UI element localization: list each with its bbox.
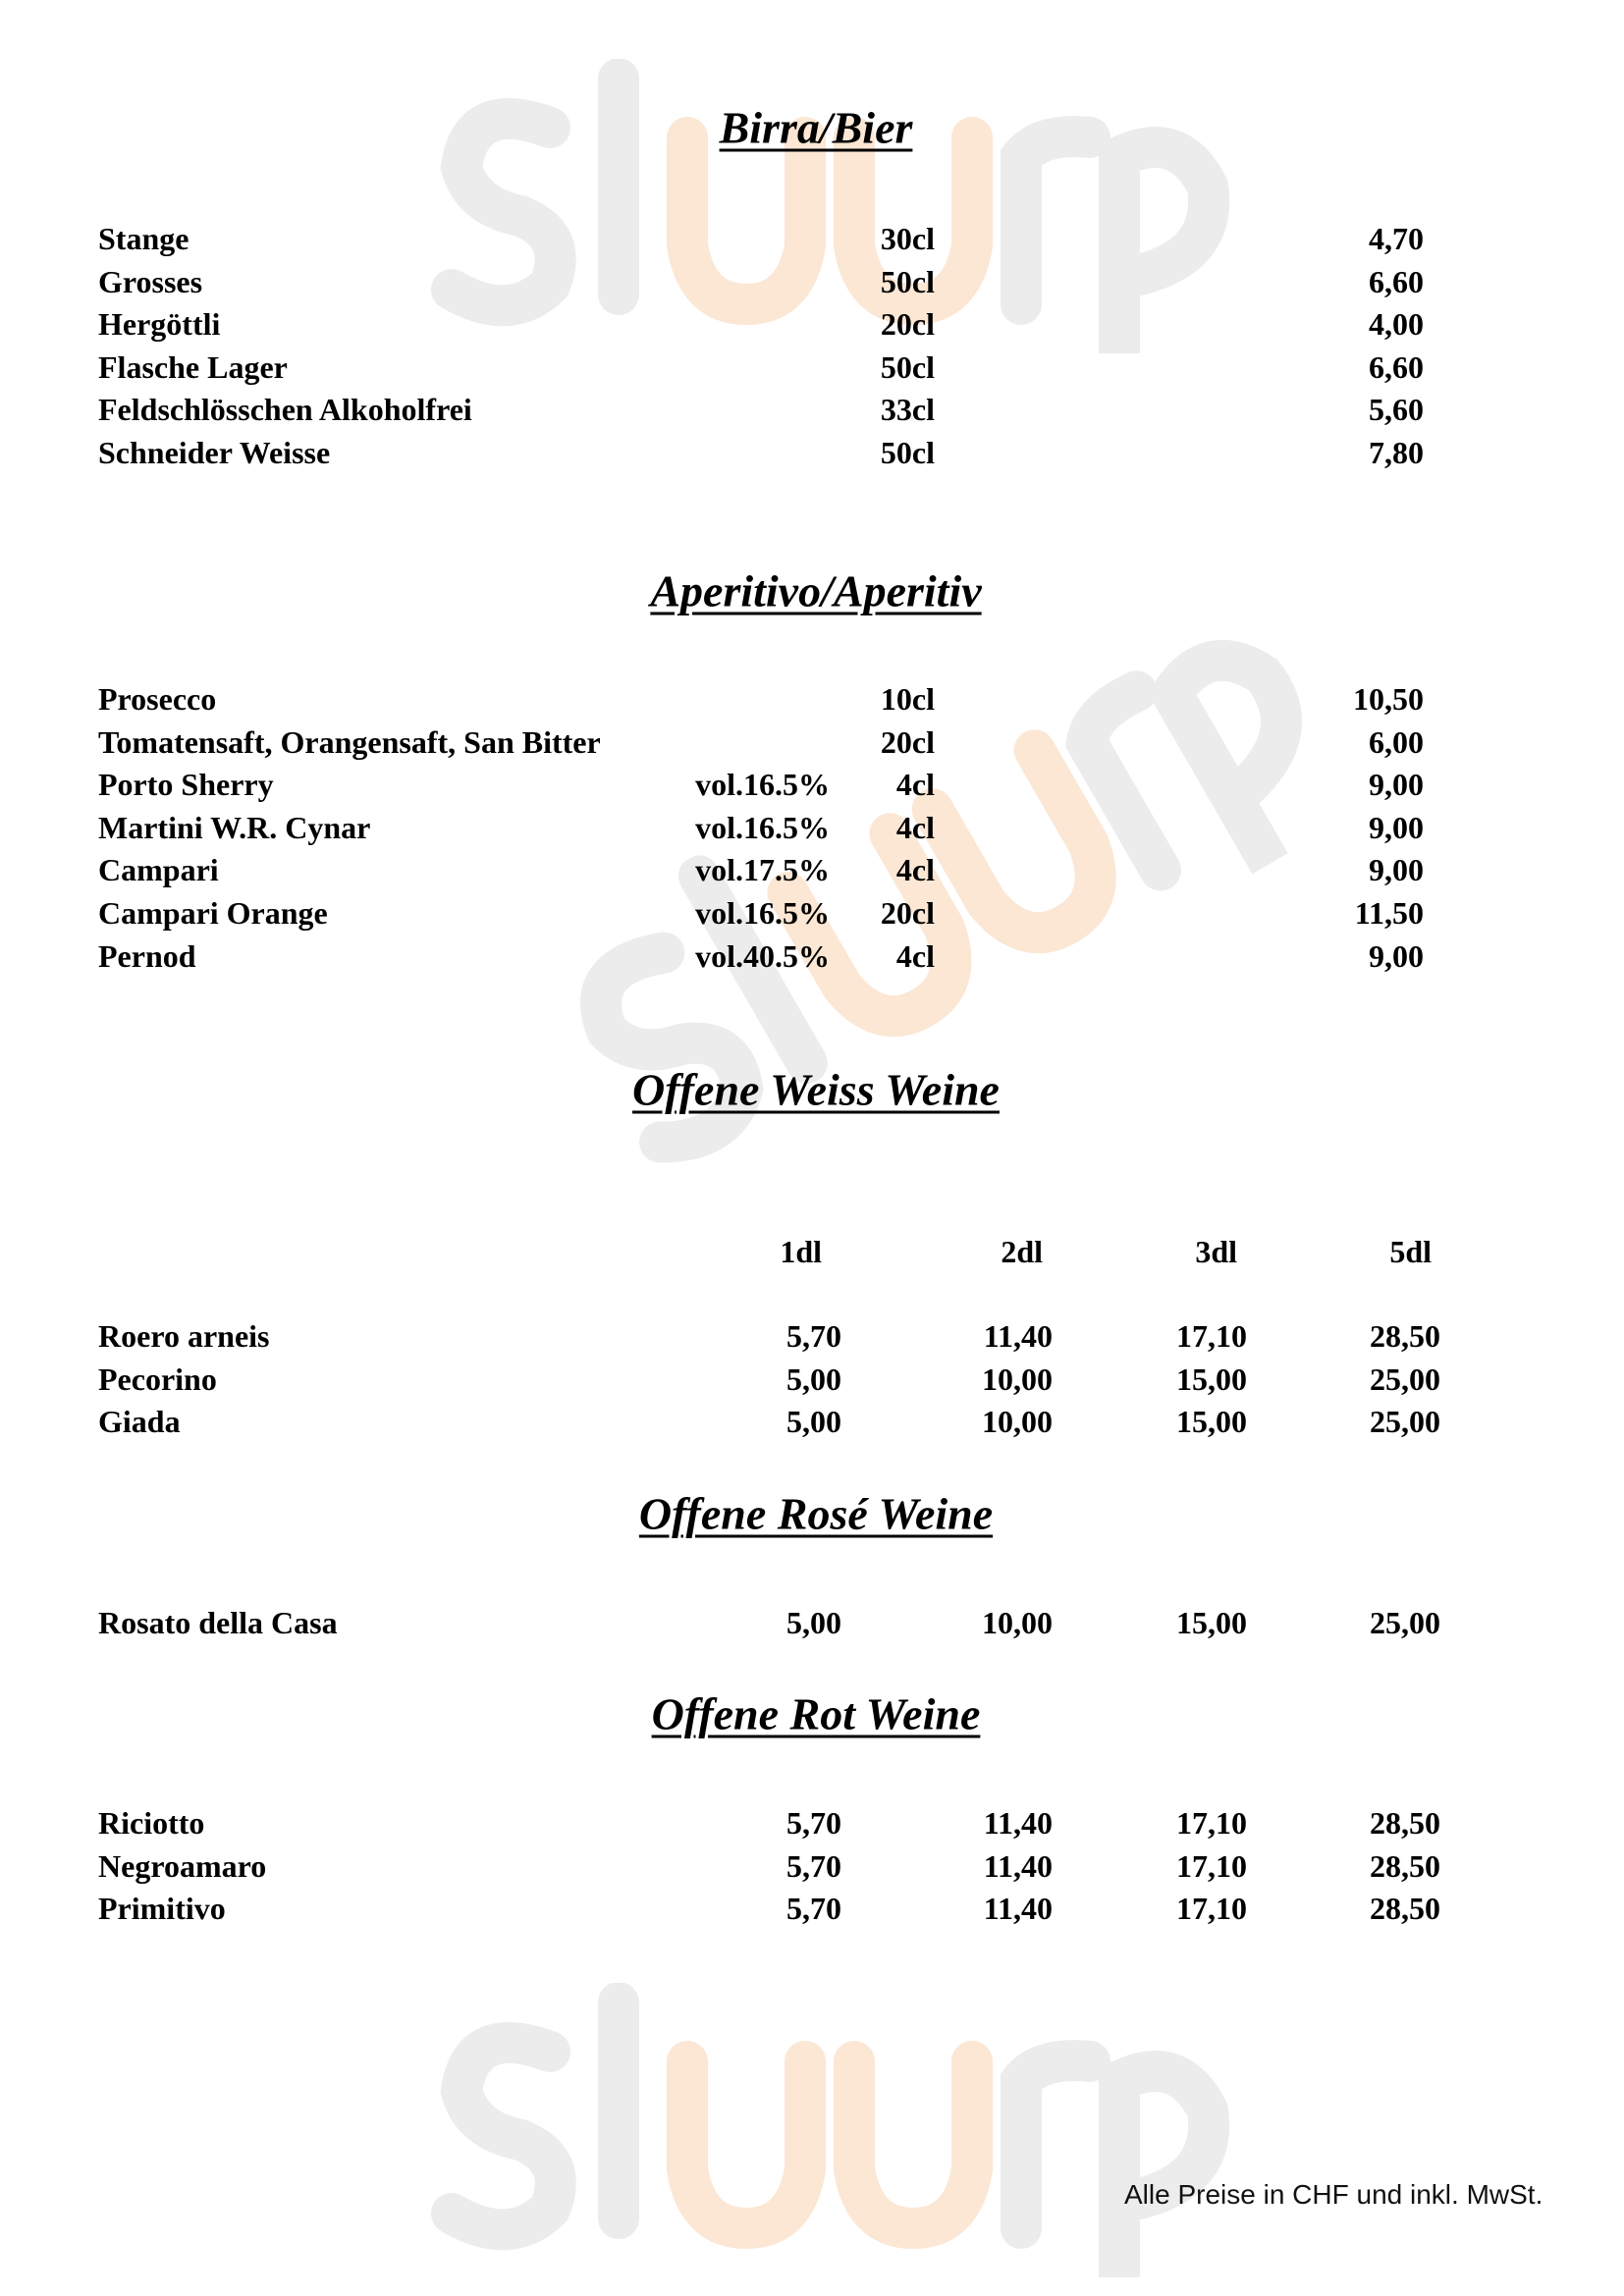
item-name: Porto Sherry <box>98 767 274 803</box>
wine-price: 17,10 <box>1176 1891 1247 1927</box>
item-name: Pernod <box>98 937 196 974</box>
item-name: Hergöttli <box>98 306 221 343</box>
wine-name: Riciotto <box>98 1805 205 1841</box>
item-price: 6,60 <box>1369 348 1424 385</box>
item-size: 20cl <box>880 306 935 343</box>
wine-price: 11,40 <box>983 1847 1053 1884</box>
item-price: 4,00 <box>1369 306 1424 343</box>
item-price: 6,00 <box>1369 723 1424 760</box>
item-name: Feldschlösschen Alkoholfrei <box>98 392 472 428</box>
wine-name: Roero arneis <box>98 1318 270 1354</box>
item-vol: vol.40.5% <box>695 937 830 974</box>
item-price: 11,50 <box>1354 895 1424 931</box>
wine-price: 17,10 <box>1176 1847 1247 1884</box>
wine-price: 10,00 <box>982 1605 1053 1640</box>
wine-price: 11,40 <box>983 1891 1053 1927</box>
watermark-logo <box>412 1983 1237 2277</box>
wine-price: 11,40 <box>983 1318 1053 1354</box>
item-size: 20cl <box>880 895 935 931</box>
wine-price: 17,10 <box>1176 1805 1247 1841</box>
wine-price: 17,10 <box>1176 1318 1247 1354</box>
item-size: 4cl <box>895 937 935 974</box>
wine-price: 5,70 <box>786 1847 841 1884</box>
item-price: 7,80 <box>1369 435 1424 470</box>
item-name: Campari <box>98 852 219 888</box>
wine-price: 5,00 <box>786 1404 841 1440</box>
item-vol: vol.16.5% <box>695 767 830 803</box>
wine-price: 28,50 <box>1370 1847 1440 1884</box>
item-name: Martini W.R. Cynar <box>98 809 371 845</box>
item-price: 9,00 <box>1369 852 1424 888</box>
wine-name: Giada <box>98 1404 181 1440</box>
column-header: 3dl <box>1195 1234 1237 1269</box>
wine-price: 25,00 <box>1370 1404 1440 1440</box>
wine-price: 5,00 <box>786 1605 841 1640</box>
wine-price: 25,00 <box>1370 1361 1440 1397</box>
item-name: Grosses <box>98 263 203 299</box>
item-size: 33cl <box>880 392 935 428</box>
item-size: 30cl <box>880 221 935 256</box>
column-header: 5dl <box>1389 1234 1432 1269</box>
item-size: 50cl <box>880 435 935 470</box>
item-vol: vol.16.5% <box>695 809 830 845</box>
wine-price: 5,70 <box>786 1318 841 1354</box>
watermark-logo <box>511 550 1372 1217</box>
item-size: 4cl <box>895 767 935 803</box>
item-price: 9,00 <box>1369 809 1424 845</box>
item-name: Schneider Weisse <box>98 435 331 470</box>
item-name: Tomatensaft, Orangensaft, San Bitter <box>98 723 601 760</box>
column-header: 2dl <box>1001 1234 1043 1269</box>
item-price: 5,60 <box>1369 392 1424 428</box>
item-price: 9,00 <box>1369 937 1424 974</box>
wine-price: 25,00 <box>1370 1605 1440 1640</box>
wine-price: 10,00 <box>982 1404 1053 1440</box>
item-name: Stange <box>98 221 189 256</box>
wine-price: 10,00 <box>982 1361 1053 1397</box>
wine-price: 5,70 <box>786 1805 841 1841</box>
wine-price: 28,50 <box>1370 1805 1440 1841</box>
section-title-white-wine: Offene Weiss Weine <box>632 1064 1000 1115</box>
wine-name: Primitivo <box>98 1891 226 1927</box>
item-price: 6,60 <box>1369 263 1424 299</box>
wine-price: 5,70 <box>786 1891 841 1927</box>
wine-price: 15,00 <box>1176 1605 1247 1640</box>
section-title-rose-wine: Offene Rosé Weine <box>638 1488 994 1539</box>
item-size: 10cl <box>880 681 935 717</box>
item-size: 50cl <box>880 348 935 385</box>
section-title-aperitif: Aperitivo/Aperitiv <box>650 565 982 616</box>
wine-price: 5,00 <box>786 1361 841 1397</box>
wine-name: Rosato della Casa <box>98 1605 338 1640</box>
item-price: 10,50 <box>1353 681 1424 717</box>
item-vol: vol.16.5% <box>695 895 830 931</box>
column-header: 1dl <box>780 1234 822 1269</box>
section-title-red-wine: Offene Rot Weine <box>651 1688 981 1739</box>
item-size: 4cl <box>895 809 935 845</box>
item-price: 9,00 <box>1369 767 1424 803</box>
section-title-beer: Birra/Bier <box>719 102 913 153</box>
item-name: Flasche Lager <box>98 348 288 385</box>
item-vol: vol.17.5% <box>695 852 830 888</box>
price-note: Alle Preise in CHF und inkl. MwSt. <box>1124 2179 1543 2210</box>
item-size: 20cl <box>880 723 935 760</box>
wine-price: 28,50 <box>1370 1891 1440 1927</box>
wine-price: 28,50 <box>1370 1318 1440 1354</box>
wine-name: Pecorino <box>98 1361 217 1397</box>
wine-name: Negroamaro <box>98 1847 267 1884</box>
wine-price: 15,00 <box>1176 1404 1247 1440</box>
item-name: Prosecco <box>98 681 217 717</box>
item-size: 4cl <box>895 852 935 888</box>
wine-price: 11,40 <box>983 1805 1053 1841</box>
item-price: 4,70 <box>1369 221 1424 256</box>
item-name: Campari Orange <box>98 895 328 931</box>
item-size: 50cl <box>880 263 935 299</box>
wine-price: 15,00 <box>1176 1361 1247 1397</box>
